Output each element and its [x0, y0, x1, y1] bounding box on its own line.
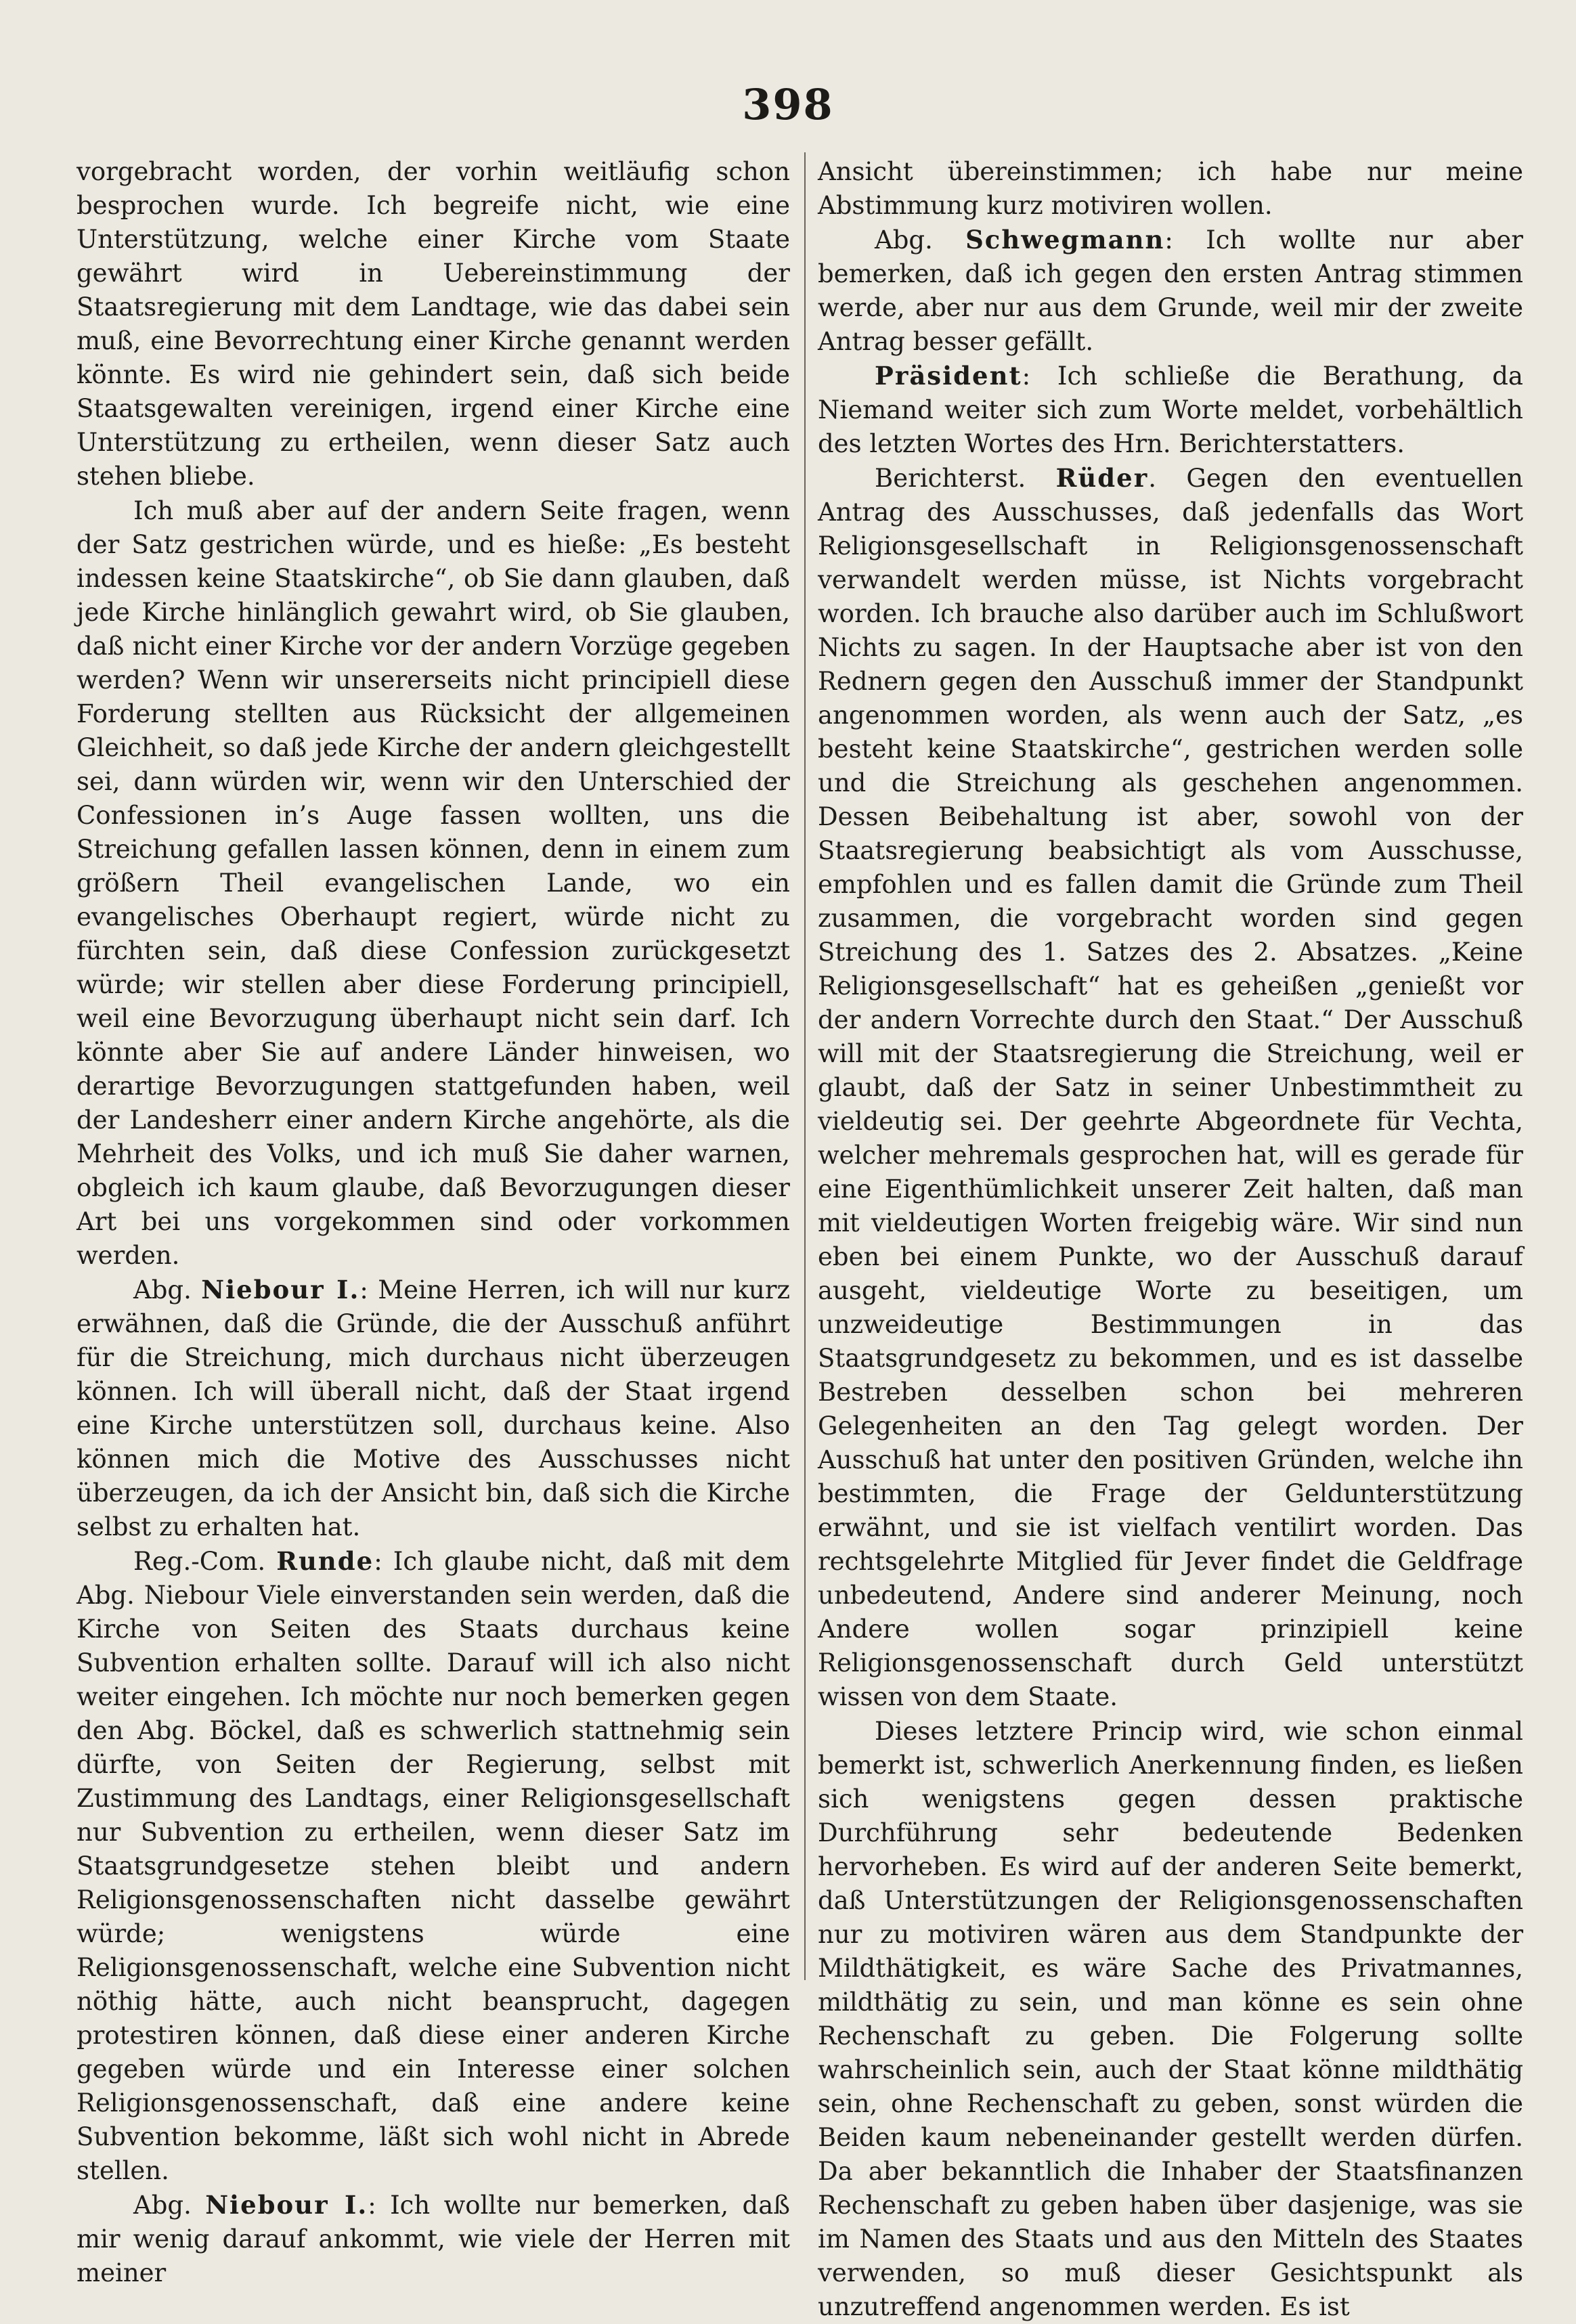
column-divider	[804, 152, 806, 1980]
paragraph-text: : Ich schließe die Berathung, da Niemand weiter sich zum Worte meldet, vorbehältlich des letzten Wortes des Hrn. Berichterstatters.	[818, 361, 1523, 458]
paragraph	[818, 154, 1523, 223]
speaker-prefix: Reg.-Com.	[133, 1547, 277, 1576]
speaker-name: Rüder	[1055, 463, 1149, 493]
speaker-prefix: Abg.	[133, 1275, 202, 1304]
speaker-name: Niebour I.	[205, 2190, 368, 2220]
paragraph-text: vorgebracht worden, der vorhin weitläufig schon besprochen wurde. Ich begreife nicht, wie eine Unterstützung, welche einer Kirche vom Staate gewährt wird in Uebereinstimmung der Staatsregierung mit dem Landtage, wie das dabei sein muß, eine Bevorrechtung einer Kirche genannt werden könnte. Es wird nie gehindert sein, daß sich beide Staatsgewalten vereinigen, irgend einer Kirche eine Unterstützung zu ertheilen, wenn dieser Satz auch stehen bliebe.	[76, 157, 790, 491]
paragraph	[76, 1544, 790, 2188]
paragraph-text: . Gegen den eventuellen Antrag des Ausschusses, daß jedenfalls das Wort Religionsgesellschaft in Religionsgenossenschaft verwandelt werden müsse, ist Nichts vorgebracht worden. Ich brauche also darüber auch im Schlußwort Nichts zu sagen. In der Hauptsache aber ist von den Rednern gegen den Ausschuß immer der Standpunkt angenommen worden, als wenn auch der Satz, „es besteht keine Staatskirche“, gestrichen werden solle und die Streichung als geschehen angenommen. Dessen Beibehaltung ist aber, sowohl von der Staatsregierung beabsichtigt als vom Ausschusse, empfohlen und es fallen damit die Gründe zum Theil zusammen, die vorgebracht worden sind gegen Streichung des 1. Satzes des 2. Absatzes. „Keine Religionsgesellschaft“ hat es geheißen „genießt vor der andern Vorrechte durch den Staat.“ Der Ausschuß will mit der Staatsregierung die Streichung, weil er glaubt, daß der Satz in seiner Unbestimmtheit zu vieldeutig sei. Der geehrte Abgeordnete für Vechta, welcher mehremals gesprochen hat, will es gerade für eine Eigenthümlichkeit unserer Zeit halten, daß man mit vieldeutigen Worten freigebig wäre. Wir sind nun eben bei einem Punkte, wo der Ausschuß darauf ausgeht, vieldeutige Worte zu beseitigen, um unzweideutige Bestimmungen in das Staatsgrundgesetz zu bekommen, und es ist dasselbe Bestreben desselben schon bei mehreren Gelegenheiten an den Tag gelegt worden. Der Ausschuß hat unter den positiven Gründen, welche ihn bestimmten, die Frage der Geldunterstützung erwähnt, und sie ist vielfach ventilirt worden. Das rechtsgelehrte Mitglied für Jever findet die Geldfrage unbedeutend, Andere sind anderer Meinung, noch Andere wollen sogar prinzipiell keine Religionsgenossenschaft durch Geld unterstützt wissen von dem Staate.	[818, 464, 1523, 1711]
paragraph-text: : Ich wollte nur aber bemerken, daß ich gegen den ersten Antrag stimmen werde, aber nur aus dem Grunde, weil mir der zweite Antrag besser gefällt.	[818, 225, 1523, 356]
speaker-prefix: Abg.	[875, 225, 966, 255]
paragraph-text: Ansicht übereinstimmen; ich habe nur meine Abstimmung kurz motiviren wollen.	[818, 157, 1523, 220]
paragraph	[818, 1714, 1523, 2324]
speaker-name: Runde	[276, 1546, 374, 1576]
speaker-prefix: Berichterst.	[875, 464, 1056, 493]
paragraph-text: Dieses letztere Princip wird, wie schon einmal bemerkt ist, schwerlich Anerkennung finden, es ließen sich wenigstens gegen dessen praktische Durchführung sehr bedeutende Bedenken hervorheben. Es wird auf der anderen Seite bemerkt, daß Unterstützungen der Religionsgenossenschaften nur zu motiviren wären aus dem Standpunkte der Mildthätigkeit, es wäre Sache des Privatmannes, mildthätig zu sein, und man könne es sein ohne Rechenschaft zu geben. Die Folgerung sollte wahrscheinlich sein, auch der Staat könne mildthätig sein, ohne Rechenschaft zu geben, sonst würden die Beiden kaum nebeneinander gestellt werden dürfen. Da aber bekanntlich die Inhaber der Staatsfinanzen Rechenschaft zu geben haben über dasjenige, was sie im Namen des Staats und aus den Mitteln des Staates verwenden, so muß dieser Gesichtspunkt als unzutreffend angenommen werden. Es ist	[818, 1717, 1523, 2321]
paragraph	[76, 154, 790, 494]
paragraph	[76, 1273, 790, 1544]
speaker-name: Präsident	[875, 361, 1022, 391]
paragraph	[76, 494, 790, 1273]
paragraph	[818, 461, 1523, 1714]
left-column	[76, 154, 790, 2290]
paragraph-text: : Ich glaube nicht, daß mit dem Abg. Niebour Viele einverstanden sein werden, daß die Kirche von Seiten des Staats durchaus keine Subvention erhalten sollte. Darauf will ich also nicht weiter eingehen. Ich möchte nur noch bemerken gegen den Abg. Böckel, daß es schwerlich stattnehmig sein dürfte, von Seiten der Regierung, selbst mit Zustimmung des Landtags, einer Religionsgesellschaft nur Subvention zu ertheilen, wenn dieser Satz im Staatsgrundgesetze stehen bleibt und andern Religionsgenossenschaften nicht dasselbe gewährt würde; wenigstens würde eine Religionsgenossenschaft, welche eine Subvention nicht nöthig hätte, auch nicht beansprucht, dagegen protestiren können, daß diese einer anderen Kirche gegeben würde und ein Interesse einer solchen Religionsgenossenschaft, daß eine andere keine Subvention bekomme, läßt sich wohl nicht in Abrede stellen.	[76, 1547, 790, 2185]
paragraph	[818, 359, 1523, 461]
speaker-name: Niebour I.	[201, 1275, 360, 1304]
paragraph	[76, 2188, 790, 2290]
paragraph	[818, 223, 1523, 359]
speaker-name: Schwegmann	[965, 225, 1165, 255]
right-column	[818, 154, 1523, 2324]
paragraph-text: : Meine Herren, ich will nur kurz erwähnen, daß die Gründe, die der Ausschuß anführt für die Streichung, mich durchaus nicht überzeugen können. Ich will überall nicht, daß der Staat irgend eine Kirche unterstützen soll, durchaus keine. Also können mich die Motive des Ausschusses nicht überzeugen, da ich der Ansicht bin, daß sich die Kirche selbst zu erhalten hat.	[76, 1275, 790, 1541]
page-number: 398	[742, 80, 834, 129]
speaker-prefix: Abg.	[133, 2191, 206, 2220]
paragraph-text: : Ich wollte nur bemerken, daß mir wenig darauf ankommt, wie viele der Herren mit meiner	[76, 2191, 790, 2287]
paragraph-text: Ich muß aber auf der andern Seite fragen, wenn der Satz gestrichen würde, und es hieße: „Es besteht indessen keine Staatskirche“, ob Sie dann glauben, daß jede Kirche hinlänglich gewahrt wird, ob Sie glauben, daß nicht einer Kirche vor der andern Vorzüge gegeben werden? Wenn wir unsererseits nicht principiell diese Forderung stellten aus Rücksicht der allgemeinen Gleichheit, so daß jede Kirche der andern gleichgestellt sei, dann würden wir, wenn wir den Unterschied der Confessionen in’s Auge fassen wollten, uns die Streichung gefallen lassen können, denn in einem zum größern Theil evangelischen Lande, wo ein evangelisches Oberhaupt regiert, würde nicht zu fürchten sein, daß diese Confession zurückgesetzt würde; wir stellen aber diese Forderung principiell, weil eine Bevorzugung überhaupt nicht sein darf. Ich könnte aber Sie auf andere Länder hinweisen, wo derartige Bevorzugungen stattgefunden haben, weil der Landesherr einer andern Kirche angehörte, als die Mehrheit des Volks, und ich muß Sie daher warnen, obgleich ich kaum glaube, daß Bevorzugungen dieser Art bei uns vorgekommen sind oder vorkommen werden.	[76, 496, 790, 1270]
